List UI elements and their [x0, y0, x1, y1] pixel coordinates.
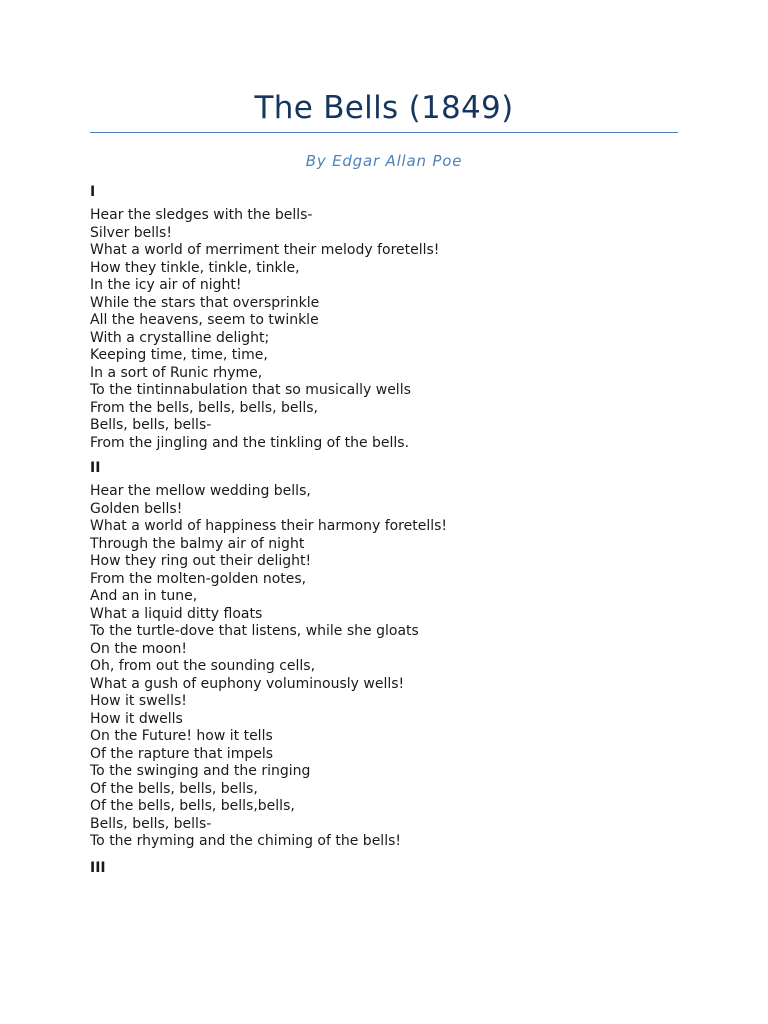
poem-line: Of the rapture that impels: [90, 745, 274, 762]
poem-line: Of the bells, bells, bells,bells,: [90, 798, 295, 814]
poem-line: Hear the sledges with the bells-: [90, 207, 313, 223]
stanza-i: [90, 207, 439, 452]
poem-line: To the turtle-dove that listens, while she gloats: [90, 623, 419, 639]
poem-line: On the Future! how it tells: [90, 728, 273, 744]
poem-line: In a sort of Runic rhyme,: [90, 364, 263, 381]
poem-line: Keeping time, time, time,: [90, 347, 268, 363]
poem-line: Golden bells!: [90, 500, 183, 517]
poem-line: From the jingling and the tinkling of the bells.: [90, 434, 410, 451]
poem-line: Bells, bells, bells-: [90, 815, 212, 832]
poem-line: Oh, from out the sounding cells,: [90, 658, 316, 674]
poem-line: From the molten-golden notes,: [90, 570, 307, 587]
poem-line: From the bells, bells, bells, bells,: [90, 399, 319, 416]
document-byline: By Edgar Allan Poe: [305, 152, 463, 170]
stanza-ii: [90, 483, 447, 851]
poem-line: How it dwells: [90, 710, 183, 727]
poem-line: Bells, bells, bells-: [90, 417, 212, 433]
poem-line: On the moon!: [90, 640, 188, 657]
poem-line: How they tinkle, tinkle, tinkle,: [90, 259, 300, 276]
poem-line: All the heavens, seem to twinkle: [90, 312, 319, 328]
poem-line: How they ring out their delight!: [90, 553, 312, 569]
section-heading-iii: III: [90, 860, 106, 876]
poem-line: What a gush of euphony voluminously wells!: [90, 675, 405, 692]
section-heading-ii: II: [90, 460, 101, 476]
section-heading-i: I: [90, 184, 96, 200]
poem-line: To the swinging and the ringing: [90, 763, 311, 779]
document-title: The Bells (1849): [254, 90, 514, 126]
poem-line: Through the balmy air of night: [90, 535, 305, 552]
poem-line: What a world of happiness their harmony foretells!: [90, 518, 448, 534]
poem-line: How it swells!: [90, 693, 187, 709]
poem-line: And an in tune,: [90, 588, 198, 604]
poem-line: What a liquid ditty floats: [90, 605, 263, 622]
poem-line: To the rhyming and the chiming of the bells!: [90, 833, 401, 849]
poem-line: Silver bells!: [90, 224, 172, 241]
poem-line: Of the bells, bells, bells,: [90, 780, 258, 797]
poem-line: While the stars that oversprinkle: [90, 294, 320, 311]
poem-line: In the icy air of night!: [90, 277, 242, 293]
poem-line: With a crystalline delight;: [90, 329, 270, 346]
title-divider: [90, 132, 678, 133]
poem-line: Hear the mellow wedding bells,: [90, 483, 311, 499]
poem-line: To the tintinnabulation that so musically wells: [90, 382, 411, 398]
poem-line: What a world of merriment their melody foretells!: [90, 242, 440, 258]
